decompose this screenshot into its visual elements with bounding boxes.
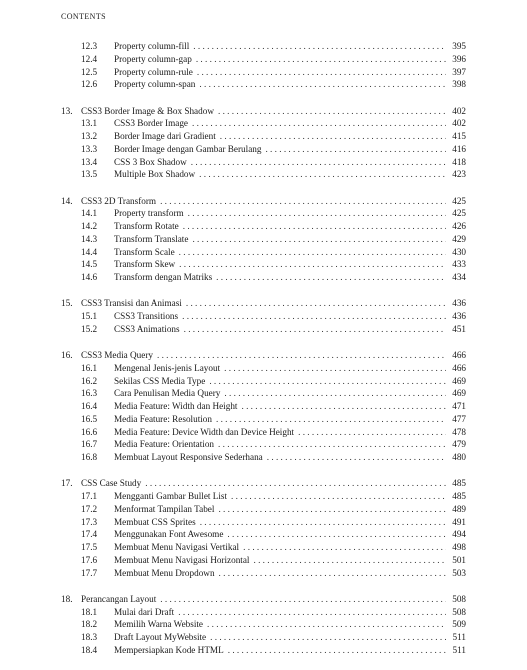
toc-entry-number: 16.6 (81, 426, 98, 437)
toc-entry-number: 17.7 (81, 567, 98, 578)
toc-dot-leader (265, 143, 446, 156)
toc-entry-page: 479 (452, 439, 466, 450)
toc-entry-page: 395 (452, 41, 466, 51)
toc-dot-leader (210, 631, 446, 644)
toc-entry[interactable] (61, 246, 466, 259)
toc-entry-page: 451 (452, 323, 466, 334)
toc-entry-number: 12.4 (81, 53, 98, 64)
toc-entry-title: Media Feature: Device Width dan Device Height (114, 426, 295, 437)
toc-entry[interactable] (61, 323, 466, 336)
toc-entry-number: 13.4 (81, 156, 98, 167)
toc-entry-page: 509 (452, 619, 466, 630)
toc-entry-page: 503 (452, 567, 466, 578)
toc-entry-page: 436 (452, 298, 466, 309)
toc-entry[interactable] (61, 438, 466, 451)
page-header: CONTENTS (61, 12, 106, 21)
toc-dot-leader (227, 528, 446, 541)
toc-entry-title: Property column-gap (114, 53, 192, 64)
toc-entry-page: 398 (452, 79, 466, 90)
toc-dot-leader (188, 207, 446, 220)
toc-entry[interactable] (61, 631, 466, 644)
toc-entry-number: 14.5 (81, 259, 98, 270)
toc-entry[interactable] (61, 53, 466, 66)
toc-chapter-heading[interactable] (61, 195, 466, 208)
toc-entry-page: 469 (452, 388, 466, 399)
toc-entry-title: CSS3 Transisi dan Animasi (81, 298, 182, 309)
toc-entry[interactable] (61, 362, 466, 375)
toc-dot-leader (160, 593, 446, 606)
toc-entry-number: 14.6 (81, 272, 98, 282)
toc-entry-page: 397 (452, 66, 466, 77)
toc-entry[interactable] (61, 78, 466, 91)
toc-entry-number: 16.1 (81, 362, 98, 373)
toc-entry-page: 434 (452, 272, 466, 282)
toc-entry-title: Media Feature: Resolution (114, 413, 212, 424)
toc-entry-page: 508 (452, 606, 466, 617)
toc-entry-number: 18.1 (81, 606, 98, 617)
toc-entry-number: 17.6 (81, 554, 98, 565)
toc-entry[interactable] (61, 387, 466, 400)
toc-entry-title: CSS 3 Box Shadow (114, 156, 187, 167)
toc-entry[interactable] (61, 516, 466, 529)
toc-entry-number: 16.7 (81, 439, 98, 450)
toc-entry-page: 511 (452, 632, 466, 642)
toc-entry-title: Property transform (114, 208, 184, 219)
toc-dot-leader (183, 220, 446, 233)
toc-dot-leader (243, 541, 446, 554)
toc-entry-number: 18.4 (81, 644, 98, 655)
toc-entry-number: 14. (61, 195, 73, 206)
toc-entry-title: Media Feature: Orientation (114, 439, 215, 450)
toc-entry-page: 501 (452, 554, 466, 565)
toc-entry[interactable] (61, 258, 466, 271)
toc-entry-title: Multiple Box Shadow (114, 169, 196, 180)
toc-entry[interactable] (61, 451, 466, 464)
toc-entry-page: 485 (452, 478, 466, 489)
toc-entry-title: Property column-fill (114, 41, 190, 51)
toc-entry-title: Cara Penulisan Media Query (114, 388, 221, 399)
toc-entry-page: 425 (452, 195, 466, 206)
toc-entry-number: 13.2 (81, 131, 98, 141)
toc-entry-number: 17.5 (81, 542, 98, 552)
toc-entry-page: 433 (452, 259, 466, 270)
toc-chapter (61, 593, 466, 657)
toc-entry[interactable] (61, 156, 466, 169)
toc-entry-page: 498 (452, 542, 466, 552)
toc-dot-leader (219, 567, 446, 580)
toc-entry-title: Transform Scale (114, 246, 175, 257)
toc-entry-page: 469 (452, 375, 466, 386)
toc-entry-page: 478 (452, 426, 466, 437)
toc-entry-title: Membuat Layout Responsive Sederhana (114, 452, 263, 462)
toc-entry-page: 429 (452, 233, 466, 244)
toc-entry[interactable] (61, 503, 466, 516)
toc-entry-number: 13.1 (81, 118, 98, 129)
toc-entry-title: Menggunakan Font Awesome (114, 529, 224, 540)
toc-entry-number: 12.3 (81, 41, 98, 51)
toc-entry-page: 423 (452, 169, 466, 180)
toc-entry[interactable] (61, 130, 466, 143)
toc-entry-number: 16.4 (81, 401, 98, 411)
toc-dot-leader (216, 413, 446, 426)
toc-entry-title: Transform Rotate (114, 221, 179, 231)
toc-entry-page: 485 (452, 491, 466, 501)
toc-chapter (61, 349, 466, 464)
toc-chapter-heading[interactable] (61, 105, 466, 118)
toc-dot-leader (267, 451, 446, 464)
toc-entry[interactable] (61, 168, 466, 181)
toc-entry-title: CSS3 Border Image (114, 118, 189, 129)
toc-entry-page: 418 (452, 156, 466, 167)
toc-entry-number: 17.4 (81, 529, 98, 540)
toc-chapter (61, 297, 466, 335)
toc-entry-page: 511 (452, 644, 466, 655)
toc-entry-title: Membuat Menu Navigasi Vertikal (114, 542, 240, 552)
toc-chapter (61, 40, 466, 91)
toc-entry-number: 17.2 (81, 503, 98, 514)
toc-entry-page: 471 (452, 401, 466, 411)
toc-dot-leader (192, 117, 446, 130)
toc-chapter (61, 105, 466, 182)
toc-dot-leader (145, 477, 446, 490)
toc-entry-title: CSS3 2D Transform (81, 195, 157, 206)
toc-dot-leader (207, 618, 446, 631)
toc-dot-leader (178, 606, 446, 619)
toc-entry-number: 15.2 (81, 323, 98, 334)
toc-entry-page: 489 (452, 503, 466, 514)
toc-entry-number: 12.5 (81, 66, 98, 77)
toc-entry-title: Sekilas CSS Media Type (114, 375, 206, 386)
toc-entry-number: 18.3 (81, 632, 98, 642)
toc-entry-title: Membuat Menu Navigasi Horizontal (114, 554, 250, 565)
toc-entry-page: 494 (452, 529, 466, 540)
toc-entry-title: Menformat Tampilan Tabel (114, 503, 215, 514)
toc-entry[interactable] (61, 554, 466, 567)
toc-dot-leader (218, 105, 446, 118)
toc-entry-number: 15.1 (81, 311, 98, 321)
toc-dot-leader (228, 644, 446, 657)
toc-dot-leader (199, 168, 446, 181)
toc-entry[interactable] (61, 233, 466, 246)
toc-entry[interactable] (61, 117, 466, 130)
toc-entry-number: 13.5 (81, 169, 98, 180)
toc-entry-number: 18.2 (81, 619, 98, 630)
toc-dot-leader (218, 438, 446, 451)
toc-chapter-heading[interactable] (61, 297, 466, 310)
toc-entry-number: 13.3 (81, 143, 98, 154)
toc-entry-title: Membuat CSS Sprites (114, 516, 196, 527)
toc-entry-title: Media Feature: Width dan Height (114, 401, 238, 411)
toc-entry-title: Draft Layout MyWebsite (114, 632, 207, 642)
toc-entry[interactable] (61, 207, 466, 220)
toc-entry[interactable] (61, 271, 466, 284)
toc-entry-page: 396 (452, 53, 466, 64)
toc-entry-number: 16.2 (81, 375, 98, 386)
toc-entry-number: 17.1 (81, 491, 98, 501)
toc-dot-leader (182, 310, 446, 323)
toc-entry-title: CSS3 Media Query (81, 350, 153, 360)
toc-entry-title: Mengenal Jenis-jenis Layout (114, 362, 221, 373)
toc-entry[interactable] (61, 375, 466, 388)
toc-entry-title: Border Image dengan Gambar Berulang (114, 143, 262, 154)
toc-dot-leader (220, 130, 446, 143)
toc-dot-leader (224, 362, 446, 375)
toc-entry-title: CSS3 Animations (114, 323, 180, 334)
toc-entry[interactable] (61, 426, 466, 439)
toc-entry[interactable] (61, 66, 466, 79)
toc-entry-title: CSS3 Transitions (114, 311, 179, 321)
toc-entry[interactable] (61, 143, 466, 156)
toc-dot-leader (231, 490, 446, 503)
toc-dot-leader (218, 503, 446, 516)
toc-chapter-heading[interactable] (61, 477, 466, 490)
toc-dot-leader (209, 375, 446, 388)
toc-entry[interactable] (61, 310, 466, 323)
toc-entry-page: 426 (452, 221, 466, 231)
toc-entry-title: Border Image dari Gradient (114, 131, 216, 141)
toc-entry[interactable] (61, 490, 466, 503)
toc-entry[interactable] (61, 40, 466, 53)
toc-entry-title: Perancangan Layout (81, 593, 157, 604)
toc-entry[interactable] (61, 541, 466, 554)
toc-dot-leader (197, 66, 446, 79)
table-of-contents (61, 40, 466, 670)
toc-entry-page: 425 (452, 208, 466, 219)
toc-chapter-heading[interactable] (61, 593, 466, 606)
toc-entry-number: 14.4 (81, 246, 98, 257)
toc-entry-page: 477 (452, 413, 466, 424)
toc-entry-number: 13. (61, 105, 73, 116)
toc-dot-leader (253, 554, 446, 567)
toc-entry[interactable] (61, 644, 466, 657)
toc-entry[interactable] (61, 567, 466, 580)
toc-entry-number: 14.3 (81, 233, 98, 244)
toc-entry-number: 16.3 (81, 388, 98, 399)
toc-entry-page: 480 (452, 452, 466, 462)
toc-chapter (61, 477, 466, 579)
toc-entry-title: CSS3 Border Image & Box Shadow (81, 105, 214, 116)
toc-entry-number: 12.6 (81, 79, 98, 90)
toc-entry-number: 16.5 (81, 413, 98, 424)
toc-entry-page: 402 (452, 118, 466, 129)
toc-entry-number: 17. (61, 478, 73, 489)
toc-dot-leader (157, 349, 446, 362)
toc-dot-leader (196, 53, 446, 66)
toc-entry-title: Property column-span (114, 79, 196, 90)
toc-dot-leader (216, 271, 446, 284)
toc-entry-number: 14.2 (81, 221, 98, 231)
toc-entry-title: Transform Skew (114, 259, 176, 270)
toc-chapter-heading[interactable] (61, 349, 466, 362)
toc-entry-page: 466 (452, 350, 466, 360)
toc-entry[interactable] (61, 400, 466, 413)
toc-dot-leader (186, 297, 446, 310)
toc-dot-leader (200, 516, 446, 529)
toc-entry-title: Mulai dari Draft (114, 606, 175, 617)
toc-entry-number: 16.8 (81, 452, 98, 462)
toc-entry-page: 491 (452, 516, 466, 527)
toc-entry-title: Memilih Warna Website (114, 619, 204, 630)
toc-entry-title: Mempersiapkan Kode HTML (114, 644, 224, 655)
toc-entry[interactable] (61, 606, 466, 619)
toc-entry[interactable] (61, 528, 466, 541)
toc-entry-number: 18. (61, 593, 73, 604)
toc-entry-page: 508 (452, 593, 466, 604)
toc-entry[interactable] (61, 220, 466, 233)
toc-entry-title: Membuat Menu Dropdown (114, 567, 215, 578)
toc-entry-title: Mengganti Gambar Bullet List (114, 491, 228, 501)
toc-dot-leader (179, 258, 446, 271)
toc-dot-leader (192, 233, 446, 246)
toc-entry-number: 16. (61, 350, 73, 360)
toc-entry-page: 436 (452, 311, 466, 321)
toc-dot-leader (179, 246, 446, 259)
toc-entry-page: 430 (452, 246, 466, 257)
toc-entry-page: 466 (452, 362, 466, 373)
toc-dot-leader (191, 156, 446, 169)
toc-entry-title: CSS Case Study (81, 478, 142, 489)
toc-entry-page: 402 (452, 105, 466, 116)
toc-entry-page: 415 (452, 131, 466, 141)
toc-entry-page: 416 (452, 143, 466, 154)
toc-entry[interactable] (61, 618, 466, 631)
toc-dot-leader (199, 78, 446, 91)
toc-entry-title: Transform dengan Matriks (114, 272, 213, 282)
toc-entry-number: 15. (61, 298, 73, 309)
toc-entry-title: Property column-rule (114, 66, 193, 77)
toc-chapter (61, 195, 466, 284)
toc-dot-leader (298, 426, 446, 439)
toc-dot-leader (241, 400, 446, 413)
toc-dot-leader (193, 40, 446, 53)
toc-dot-leader (184, 323, 446, 336)
toc-entry-number: 17.3 (81, 516, 98, 527)
toc-dot-leader (160, 195, 446, 208)
toc-entry[interactable] (61, 413, 466, 426)
toc-entry-number: 14.1 (81, 208, 98, 219)
toc-entry-title: Transform Translate (114, 233, 189, 244)
toc-dot-leader (224, 387, 446, 400)
